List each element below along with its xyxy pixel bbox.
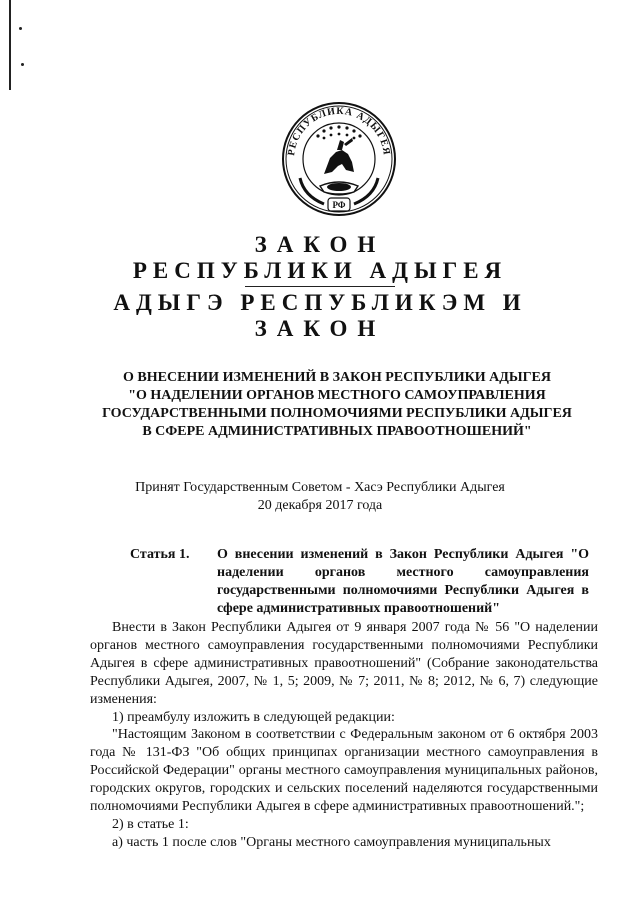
body-paragraph: а) часть 1 после слов "Органы местного самоуправления муниципальных xyxy=(112,834,551,850)
law-heading xyxy=(82,369,592,441)
article-body xyxy=(90,619,598,852)
adoption-body: Принят Государственным Советом - Хасэ Республики Адыгея xyxy=(135,480,505,495)
body-paragraph: 1) преамбулу изложить в следующей редакции: xyxy=(112,709,395,725)
title-line-zakon-2: ЗАКОН xyxy=(254,316,386,341)
body-paragraph: "Настоящим Законом в соответствии с Федеральным законом от 6 октября 2003 года № 131-ФЗ "Об общих принципах организации местного самоуправления в Российской Федерации" органы местного самоуправления муниципальных районов, городских округов, городских и сельских поселений наделяются государственными полномочиями Республики Адыгея в сфере административных правоотношений."; xyxy=(90,727,598,815)
adoption-note xyxy=(0,479,640,515)
title-line-zakon: ЗАКОН xyxy=(254,232,386,257)
emblem-ring-text: РЕСПУБЛИКА АДЫГЕЯ xyxy=(286,105,392,157)
body-paragraph: 2) в статье 1: xyxy=(112,816,189,832)
title-line-republic: РЕСПУБЛИКИ АДЫГЕЯ xyxy=(132,258,508,283)
coat-of-arms-emblem xyxy=(280,100,398,218)
heading-line: ГОСУДАРСТВЕННЫМИ ПОЛНОМОЧИЯМИ РЕСПУБЛИКИ АДЫГЕЯ xyxy=(102,406,572,421)
title-divider xyxy=(245,286,395,287)
body-paragraph: Внести в Закон Республики Адыгея от 9 января 2007 года № 56 "О наделении органов местного самоуправления государственными полномочиями Республики Адыгея в сфере административных правоотношений" (Собрание законодательства Республики Адыгея, 2007, № 1, 5; 2009, № 7; 2011, № 8; 2012, № 6, 7) следующие изменения: xyxy=(90,620,598,707)
page-margin-line xyxy=(9,0,11,90)
article-title: О внесении изменений в Закон Республики Адыгея "О наделении органов местного самоуправления государственными полномочиями Республики Адыгея в сфере административных правоотношений" xyxy=(217,547,589,616)
margin-dot xyxy=(19,27,22,30)
margin-dot xyxy=(21,63,24,66)
heading-line: О ВНЕСЕНИИ ИЗМЕНЕНИЙ В ЗАКОН РЕСПУБЛИКИ АДЫГЕЯ xyxy=(123,370,551,385)
adoption-date: 20 декабря 2017 года xyxy=(257,498,383,513)
emblem-stars xyxy=(316,125,361,139)
emblem-monogram: РФ xyxy=(332,200,346,210)
title-line-adyghe: АДЫГЭ РЕСПУБЛИКЭМ И xyxy=(113,290,527,315)
article-label: Статья 1. xyxy=(130,547,190,562)
heading-line: В СФЕРЕ АДМИНИСТРАТИВНЫХ ПРАВООТНОШЕНИЙ" xyxy=(142,424,532,439)
law-title xyxy=(0,232,640,342)
heading-line: "О НАДЕЛЕНИИ ОРГАНОВ МЕСТНОГО САМОУПРАВЛЕНИЯ xyxy=(128,388,546,403)
